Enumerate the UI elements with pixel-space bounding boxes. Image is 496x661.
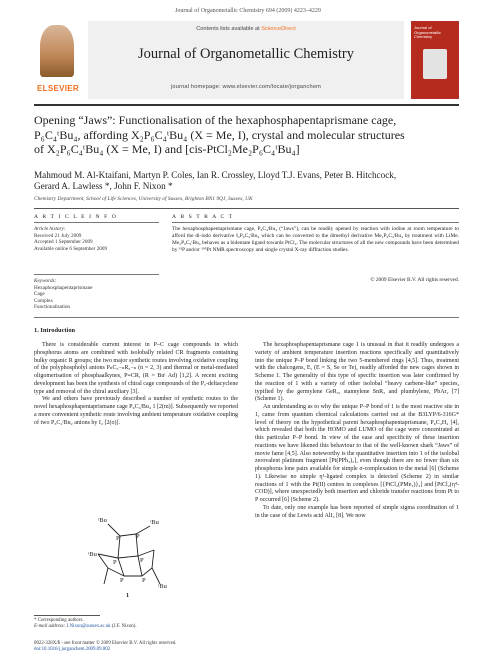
footer	[34, 641, 334, 654]
journal-homepage[interactable]: journal homepage: www.elsevier.com/locate/jorganchem	[170, 84, 321, 90]
title-line-2: P₆C₄ᵗBu₄, affording X₂P₆C₄ᵗBu₄ (X = Me, I), crystal and molecular structures	[34, 127, 405, 142]
tbu-label: ᵗBu	[88, 551, 97, 558]
tbu-label: ᵗBu	[98, 517, 107, 524]
keyword-item: Functionalisation	[34, 304, 71, 311]
contents-line	[88, 26, 404, 32]
cover-title: Journal of Organometallic Chemistry	[414, 25, 441, 40]
sciencedirect-link[interactable]: ScienceDirect	[261, 26, 296, 32]
cage-structure-diagram	[68, 506, 198, 606]
p-atom-label: P	[113, 559, 117, 566]
p-atom-label: P	[136, 533, 140, 540]
left-column	[34, 342, 238, 427]
tree-icon	[40, 25, 74, 77]
introduction-heading: 1. Introduction	[34, 327, 76, 334]
authors-line-1: Mahmoud M. Al-Ktaifani, Martyn P. Coles, Ian R. Crossley, Lloyd T.J. Evans, Peter B. Hitchcock,	[34, 170, 397, 180]
email-link[interactable]: J.Nixon@sussex.ac.uk	[66, 624, 111, 630]
affiliation-rule	[34, 208, 459, 209]
authors	[34, 170, 459, 192]
p-atom-label: P	[140, 557, 144, 564]
keyword-item: Cage	[34, 291, 45, 298]
cover-art	[423, 49, 447, 79]
footnote-text: Corresponding authors.	[37, 618, 84, 623]
contents-prefix: Contents lists available at	[196, 26, 262, 32]
title-line-3: of X₂P₆C₄ᵗBu₄ (X = Me, I) and [cis-PtCl₂Me₂P₆C₄ᵗBu₄]	[34, 142, 300, 157]
email-suffix: (J.F. Nixon).	[110, 624, 137, 630]
running-head: Journal of Organometallic Chemistry 694 (2009) 4223–4229	[175, 8, 321, 14]
p-atom-label: P	[120, 577, 124, 584]
history-accepted: Accepted 1 September 2009	[34, 239, 93, 246]
intro-paragraph-4: An understanding as to why the unique P–P bond of 1 is the most reactive site in 1, came from quantum chemical calculations carried out at the B3LYP/6-316G* level of theory on the hypothetical parent hexaphosphapentaprismane, P₆C₄H₄ [4], which revealed that both the HOMO and LUMO of the cage were concentrated at this particular P–P bond. In view of the ease and specificity of these insertion reactions we have likened this behaviour to that of the well-known shark “Jaws” of movie fame [4,5]. Also noteworthy is the quantitative insertion into 1 of the isolobal zerovalent platinum fragment [Pt(PPh₃)₂], even though there are no fewer than six phosphorus lone pairs available for simple σ-complexation to the metal [6] (Scheme 1). Likewise no simple η¹-ligated complex is detected (Scheme 2) in similar reactions of 1 with the Pt(II) centres in complexes [{PtCl₂(PMe₃)}₂] and [PtCl₂(η⁴-COD)], where unexpectedly both insertion and chloride transfer reactions from Pt to P occurred [6] (Scheme 2).	[255, 404, 459, 503]
keywords-rule	[34, 274, 159, 275]
history-label: Article history:	[34, 226, 66, 232]
intro-paragraph-2: We and others have previously described a number of synthetic routes to the novel hexaphosphapentaprismane cage P₆C₄ᵗBu₄ 1 [2(m)]. Subsequently we reported a more convenient synthetic route involving ambient temperature oxidative coupling of two P₃C₂ᵗBu₂ anions by I₂ [2(o)].	[34, 396, 238, 426]
email-label: E-mail address:	[34, 624, 66, 630]
compound-label: 1	[126, 592, 130, 599]
footnote	[34, 618, 238, 630]
journal-cover-image[interactable]	[411, 21, 459, 99]
abstract-text: The hexaphosphapentaprismane cage, P₆C₄ᵗBu₄ (“Jaws”), can be readily opened by reaction with iodine at room temperature to afford the di-iodo derivative I₂P₆C₄ᵗBu₄ which can be converted to the dimethyl derivative Me₂P₆C₄ᵗBu₄ by treatment with LiMe. Me₂P₆C₄ᵗBu₄ behaves as a bidentate ligand towards PtCl₂. The molecular structures of all the new compounds have been determined by ³¹P and/or ¹⁹⁵Pt NMR spectroscopy and single crystal X-ray diffraction studies.	[172, 226, 459, 253]
issn-line: 0022-328X/$ - see front matter © 2009 Elsevier B.V. All rights reserved.	[34, 641, 177, 646]
journal-title: Journal of Organometallic Chemistry	[138, 46, 354, 62]
keywords	[34, 278, 159, 311]
title-line-1: Opening “Jaws”: Functionalisation of the hexaphosphapentaprismane cage,	[34, 113, 397, 127]
article-title	[34, 113, 459, 157]
elsevier-logo[interactable]	[34, 21, 82, 99]
doi-link[interactable]: doi:10.1016/j.jorganchem.2009.09.002	[34, 647, 111, 653]
copyright: © 2009 Elsevier B.V. All rights reserved.	[370, 277, 459, 283]
header-rule	[34, 104, 459, 106]
p-atom-label: P	[116, 535, 120, 542]
affiliation: Chemistry Department, School of Life Sciences, University of Sussex, Brighton BN1 9QJ, Sussex, UK	[34, 196, 253, 202]
intro-paragraph-3: The hexaphosphapentaprismane cage 1 is unusual in that it readily undergoes a variety of ambient temperature insertion reactions specifically and quantitatively into the unique P–P bond linking the two 5-membered rings [4,5]. Thus, treatment with the chalcogens, E, (E = S, Se or Te), readily afforded the new cages shown in Scheme 1. The generality of this type of specific insertion was later confirmed by the reaction of 1 with a variety of other isolobal “heavy carbene-like” species, typified by the germylene GeR₂, stannylene SnR₂ and plumbylene, PbAr₂ [7] (Scheme 1).	[255, 342, 459, 403]
intro-paragraph-1: There is considerable current interest in P–C cage compounds in which phosphorus atoms are combined with isolobally related CR fragments containing bulky organic R groups; the two major synthetic routes involving oxidative coupling of the polyphospholyl anions PₙC₅₋ₙR₅₋ₙ (n = 2, 3) and thermal or metal-mediated oligomerisation of phosphaalkynes, P≡CR, (R = Buᵗ Ad) [1,2]. A recent exciting development has been the synthesis of chiral cage compounds of the P₅-deltacyclene type and removal of the chiral auxiliary [3].	[34, 342, 238, 395]
tbu-label: ᵗBu	[150, 519, 159, 526]
footnote-marker: *	[34, 618, 37, 623]
authors-line-2: Gerard A. Lawless *, John F. Nixon *	[34, 181, 173, 191]
article-history	[34, 226, 159, 252]
keyword-item: Complex	[34, 297, 54, 304]
article-info-heading: A R T I C L E I N F O	[34, 214, 118, 220]
history-received: Received 21 July 2009	[34, 232, 82, 239]
tbu-label: ᵗBu	[158, 583, 167, 590]
abstract-bottom-rule	[34, 317, 459, 318]
history-online: Available online 6 September 2009	[34, 245, 108, 252]
abstract-heading: A B S T R A C T	[172, 214, 234, 220]
intro-paragraph-5: To date, only one example has been reported of simple sigma coordination of 1 in the case of the Lewis acid AlI₃ [8]. We now	[255, 504, 459, 519]
footnote-rule	[34, 615, 100, 616]
article-info-rule	[34, 222, 159, 223]
abstract-rule	[172, 222, 459, 223]
p-atom-label: P	[142, 577, 146, 584]
keywords-label: Keywords:	[34, 278, 57, 284]
publisher-logo-text: ELSEVIER	[37, 84, 79, 93]
right-column	[255, 342, 459, 520]
keyword-item: Hexaphosphapentaprismane	[34, 284, 93, 291]
